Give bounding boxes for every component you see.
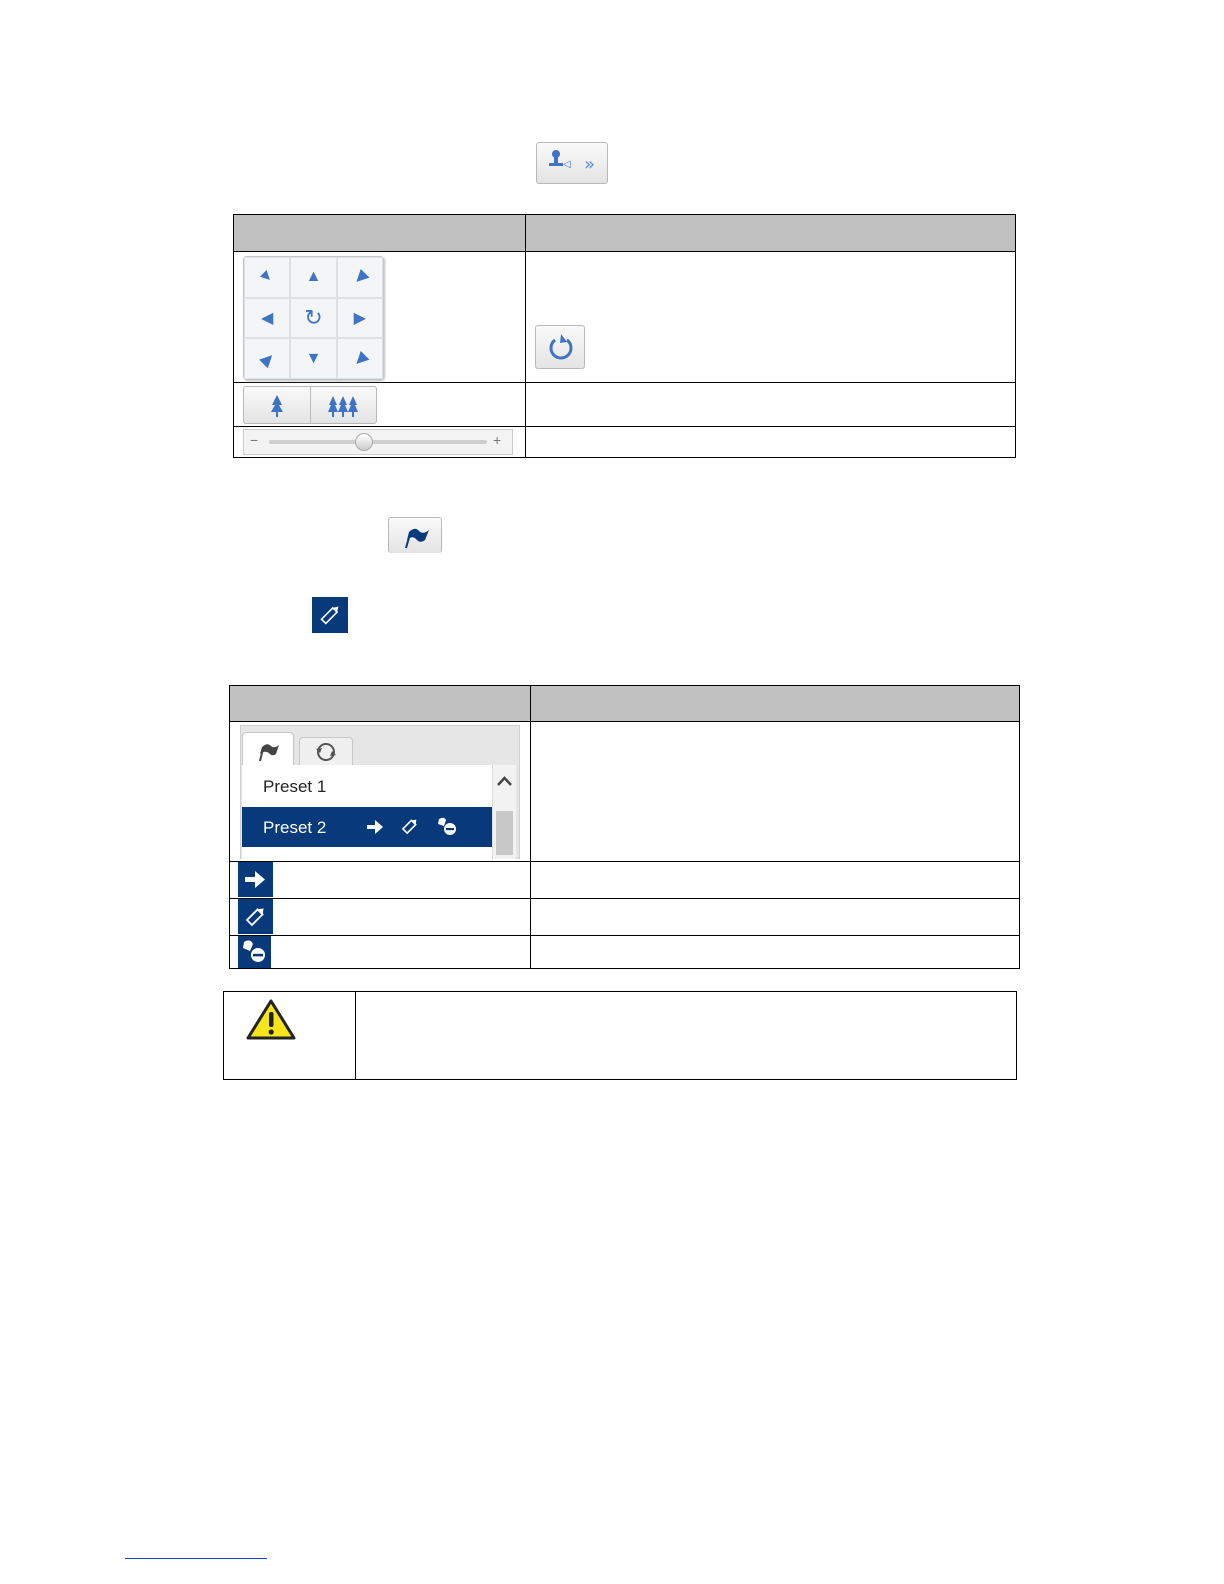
direction-pad bbox=[243, 256, 384, 380]
preset-panel bbox=[240, 725, 520, 859]
slider-track bbox=[269, 440, 487, 444]
tab-patrol[interactable] bbox=[299, 737, 353, 766]
pan-up-left-button[interactable]: ▼ bbox=[244, 257, 290, 298]
preset-label: Preset 1 bbox=[263, 777, 327, 796]
speed-slider-description bbox=[526, 427, 1016, 458]
speed-slider[interactable] bbox=[243, 429, 513, 455]
preset-list-cell bbox=[230, 722, 531, 862]
warning-icon-cell bbox=[224, 992, 356, 1080]
set-preset-icon[interactable] bbox=[399, 815, 421, 837]
set-preset-cell bbox=[230, 899, 531, 936]
direction-pad-cell bbox=[234, 252, 526, 383]
pencil-icon bbox=[238, 899, 273, 934]
call-preset-cell bbox=[230, 862, 531, 899]
tilt-up-button[interactable]: ▲ bbox=[290, 257, 336, 298]
svg-text:»: » bbox=[584, 154, 596, 175]
speed-slider-cell bbox=[234, 427, 526, 458]
preset-item[interactable] bbox=[242, 765, 492, 807]
call-preset-description bbox=[531, 862, 1020, 899]
delete-preset-icon[interactable] bbox=[434, 814, 460, 840]
preset-table-header-icon bbox=[230, 686, 531, 722]
zoom-in-icon bbox=[311, 387, 377, 423]
preset-button[interactable] bbox=[388, 517, 442, 553]
tilt-down-button[interactable]: ▼ bbox=[290, 338, 336, 379]
call-preset-button bbox=[238, 862, 273, 897]
pan-left-button[interactable]: ◀ bbox=[244, 298, 290, 339]
pencil-icon bbox=[312, 597, 348, 633]
zoom-out-button[interactable] bbox=[244, 387, 311, 423]
warning-icon bbox=[245, 998, 297, 1042]
patrol-tab-icon bbox=[300, 738, 352, 766]
delete-preset-icon bbox=[238, 936, 271, 968]
preset-item-selected[interactable] bbox=[242, 807, 492, 847]
set-preset-description bbox=[531, 899, 1020, 936]
speed-plus-label: + bbox=[493, 432, 502, 448]
preset-list-description bbox=[531, 722, 1020, 862]
preset-list bbox=[242, 765, 514, 859]
direction-pad-description bbox=[526, 252, 1016, 383]
auto-scan-button[interactable]: ↻ bbox=[290, 298, 336, 339]
delete-preset-description bbox=[531, 936, 1020, 969]
pan-down-right-button[interactable]: ◀ bbox=[337, 338, 383, 379]
preset-label: Preset 2 bbox=[263, 818, 327, 837]
edit-button[interactable] bbox=[312, 597, 348, 633]
preset-list-scrollbar[interactable] bbox=[492, 765, 516, 859]
preset-table-header-description bbox=[531, 686, 1020, 722]
flag-tab-icon bbox=[243, 733, 293, 767]
scroll-up-icon[interactable] bbox=[493, 765, 516, 795]
tab-presets[interactable] bbox=[242, 732, 294, 767]
ptz-table-header-icon bbox=[234, 215, 526, 252]
delete-preset-button bbox=[238, 936, 271, 968]
slider-thumb[interactable] bbox=[355, 433, 373, 451]
pan-right-button[interactable]: ▶ bbox=[337, 298, 383, 339]
scrollbar-thumb[interactable] bbox=[496, 811, 513, 855]
pan-up-right-button[interactable]: ◀ bbox=[337, 257, 383, 298]
preset-flag-icon bbox=[389, 518, 443, 554]
zoom-out-icon bbox=[244, 387, 310, 423]
zoom-buttons-description bbox=[526, 383, 1016, 427]
svg-text:◁: ◁ bbox=[563, 159, 571, 170]
ptz-panel-icon bbox=[537, 143, 609, 185]
footer-link-underline bbox=[125, 1558, 267, 1559]
zoom-in-button[interactable] bbox=[311, 387, 377, 423]
delete-preset-cell bbox=[230, 936, 531, 969]
preset-table bbox=[229, 685, 1020, 969]
set-preset-button bbox=[238, 899, 273, 934]
call-preset-icon bbox=[238, 862, 273, 897]
ptz-table-header-description bbox=[526, 215, 1016, 252]
warning-text-cell bbox=[356, 992, 1017, 1080]
warning-note-table bbox=[223, 991, 1017, 1080]
pan-down-left-button[interactable]: ▶ bbox=[244, 338, 290, 379]
ptz-panel-expand-button[interactable] bbox=[536, 142, 608, 184]
call-preset-icon[interactable] bbox=[364, 816, 386, 838]
zoom-buttons-group bbox=[243, 386, 377, 424]
auto-scan-icon bbox=[536, 326, 586, 370]
auto-scan-icon-button bbox=[535, 325, 585, 369]
speed-minus-label: − bbox=[250, 432, 259, 448]
ptz-controls-table bbox=[233, 214, 1016, 458]
zoom-buttons-cell bbox=[234, 383, 526, 427]
